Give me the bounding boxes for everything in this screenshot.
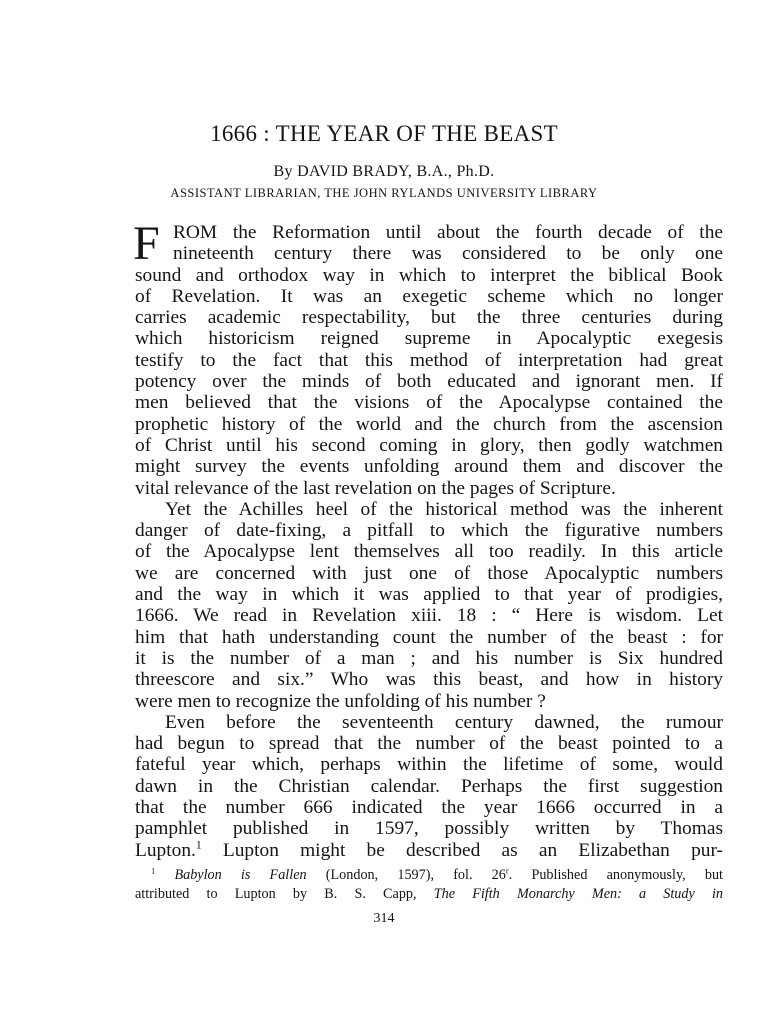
drop-cap: F bbox=[133, 217, 160, 270]
body-line: were men to recognize the unfolding of his number ? bbox=[135, 690, 546, 712]
footnote-text: . Published anonymously, but bbox=[508, 867, 723, 883]
body-line: fateful year which, perhaps within the lifetime of some, would bbox=[135, 754, 723, 776]
body-line: nineteenth century there was considered to be only one bbox=[173, 243, 723, 265]
body-line bbox=[135, 840, 723, 861]
body-line: prophetic history of the world and the church from the ascension bbox=[135, 413, 723, 435]
body-text: Lupton might be described as an Elizabethan pur- bbox=[222, 839, 723, 861]
article-title: 1666 : THE YEAR OF THE BEAST bbox=[210, 121, 558, 146]
body-line: it is the number of a man ; and his number is Six hundred bbox=[135, 647, 723, 669]
body-line: ROM the Reformation until about the fourth decade of the bbox=[173, 222, 723, 243]
body-line: pamphlet published in 1597, possibly written by Thomas bbox=[135, 818, 723, 840]
article-body bbox=[133, 217, 723, 861]
body-line: Yet the Achilles heel of the historical method was the inherent bbox=[165, 498, 723, 520]
footnote-text: (London, 1597), fol. 26 bbox=[306, 867, 506, 883]
footnote-reference: 1 bbox=[195, 838, 202, 852]
body-line: might survey the events unfolding around them and discover the bbox=[135, 456, 723, 478]
cited-title: The Fifth Monarchy Men: a Study in bbox=[433, 886, 724, 902]
body-line: dawn in the Christian calendar. Perhaps the first suggestion bbox=[135, 775, 723, 797]
body-line: and the way in which it was applied to that year of prodigies, bbox=[135, 584, 723, 606]
folio-superscript: r bbox=[505, 865, 509, 876]
body-line: of Christ until his second coming in glory, then godly watchmen bbox=[135, 434, 723, 456]
page-number: 314 bbox=[373, 911, 395, 926]
body-line: sound and orthodox way in which to interpret the biblical Book bbox=[135, 264, 723, 286]
body-line: testify to the fact that this method of interpretation had great bbox=[135, 349, 723, 371]
body-line: of Revelation. It was an exegetic scheme which no longer bbox=[135, 285, 723, 307]
body-line: that the number 666 indicated the year 1666 occurred in a bbox=[135, 797, 723, 819]
body-line: which historicism reigned supreme in Apocalyptic exegesis bbox=[135, 328, 723, 350]
body-line: we are concerned with just one of those Apocalyptic numbers bbox=[135, 562, 723, 584]
author-affiliation: ASSISTANT LIBRARIAN, THE JOHN RYLANDS UNIVERSITY LIBRARY bbox=[170, 186, 598, 200]
body-line: carries academic respectability, but the three centuries during bbox=[135, 307, 723, 329]
body-line: had begun to spread that the number of the beast pointed to a bbox=[135, 733, 723, 755]
body-text: Lupton. bbox=[135, 839, 196, 861]
body-line: of the Apocalypse lent themselves all too readily. In this article bbox=[135, 541, 723, 563]
footnote-text: attributed to Lupton by B. S. Capp, bbox=[135, 886, 434, 902]
author-byline: By DAVID BRADY, B.A., Ph.D. bbox=[273, 163, 495, 180]
body-line: men believed that the visions of the Apocalypse contained the bbox=[135, 392, 723, 414]
footnote-line bbox=[135, 866, 723, 885]
footnotes bbox=[135, 866, 723, 904]
body-line: threescore and six.” Who was this beast, and how in history bbox=[135, 669, 723, 691]
cited-title: Babylon is Fallen bbox=[174, 867, 307, 883]
body-line: Even before the seventeenth century dawned, the rumour bbox=[165, 711, 723, 733]
body-line: him that hath understanding count the number of the beast : for bbox=[135, 626, 723, 648]
body-line: danger of date-fixing, a pitfall to which the figurative numbers bbox=[135, 520, 723, 542]
body-line: vital relevance of the last revelation on the pages of Scripture. bbox=[135, 477, 616, 499]
body-line: 1666. We read in Revelation xiii. 18 : “ Here is wisdom. Let bbox=[135, 605, 723, 627]
footnote-line bbox=[135, 885, 723, 904]
footnote-number: 1 bbox=[151, 865, 156, 876]
body-line: potency over the minds of both educated and ignorant men. If bbox=[135, 371, 723, 393]
